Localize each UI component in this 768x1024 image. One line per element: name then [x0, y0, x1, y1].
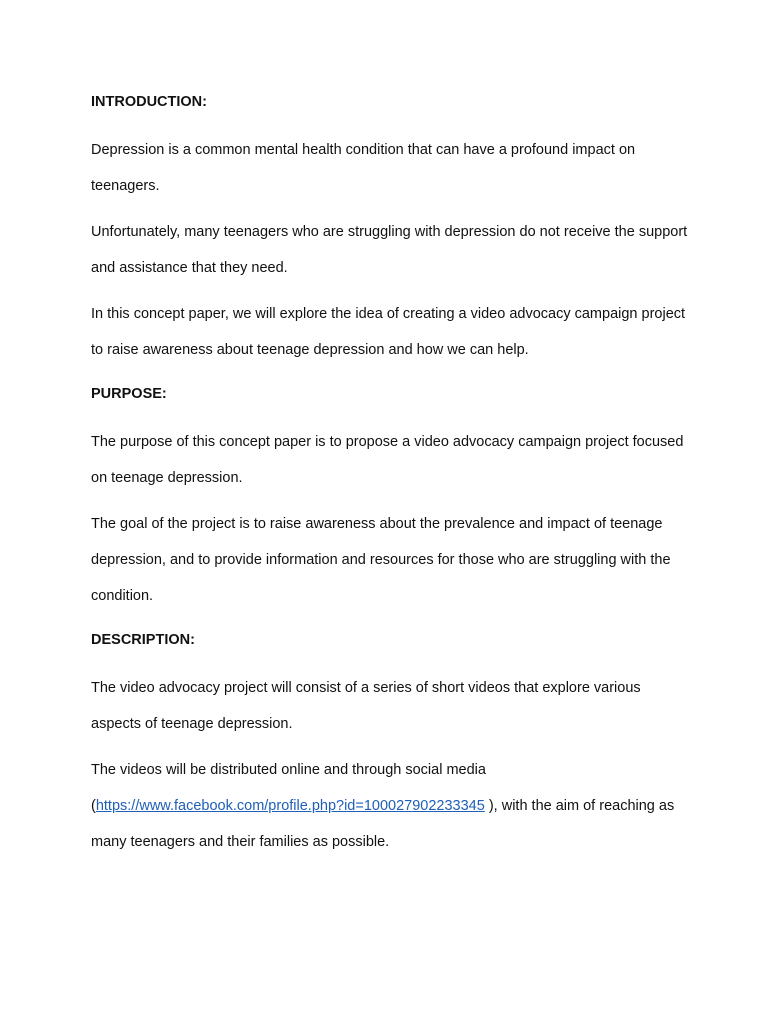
description-text-after-link: ), with the aim of reaching as many teenagers and their families as possible.	[91, 798, 675, 850]
purpose-paragraph-1: The purpose of this concept paper is to propose a video advocacy campaign project focused on teenage depression.	[91, 434, 684, 486]
description-text-before-link: The videos will be distributed online and through social media (	[91, 762, 486, 814]
purpose-heading: PURPOSE:	[91, 386, 167, 402]
document-page	[91, 86, 691, 870]
purpose-paragraph-2: The goal of the project is to raise awareness about the prevalence and impact of teenage depression, and to provide information and resources for those who are struggling with the condition.	[91, 516, 671, 604]
introduction-paragraph-3: In this concept paper, we will explore the idea of creating a video advocacy campaign project to raise awareness about teenage depression and how we can help.	[91, 306, 686, 358]
description-paragraph-2	[91, 752, 691, 860]
description-heading: DESCRIPTION:	[91, 632, 195, 648]
introduction-paragraph-2: Unfortunately, many teenagers who are struggling with depression do not receive the support and assistance that they need.	[91, 224, 688, 276]
facebook-profile-link[interactable]: https://www.facebook.com/profile.php?id=100027902233345	[95, 798, 485, 814]
introduction-paragraph-1: Depression is a common mental health condition that can have a profound impact on teenagers.	[91, 142, 636, 194]
introduction-heading: INTRODUCTION:	[91, 94, 207, 110]
description-paragraph-1: The video advocacy project will consist of a series of short videos that explore various aspects of teenage depression.	[91, 680, 641, 732]
